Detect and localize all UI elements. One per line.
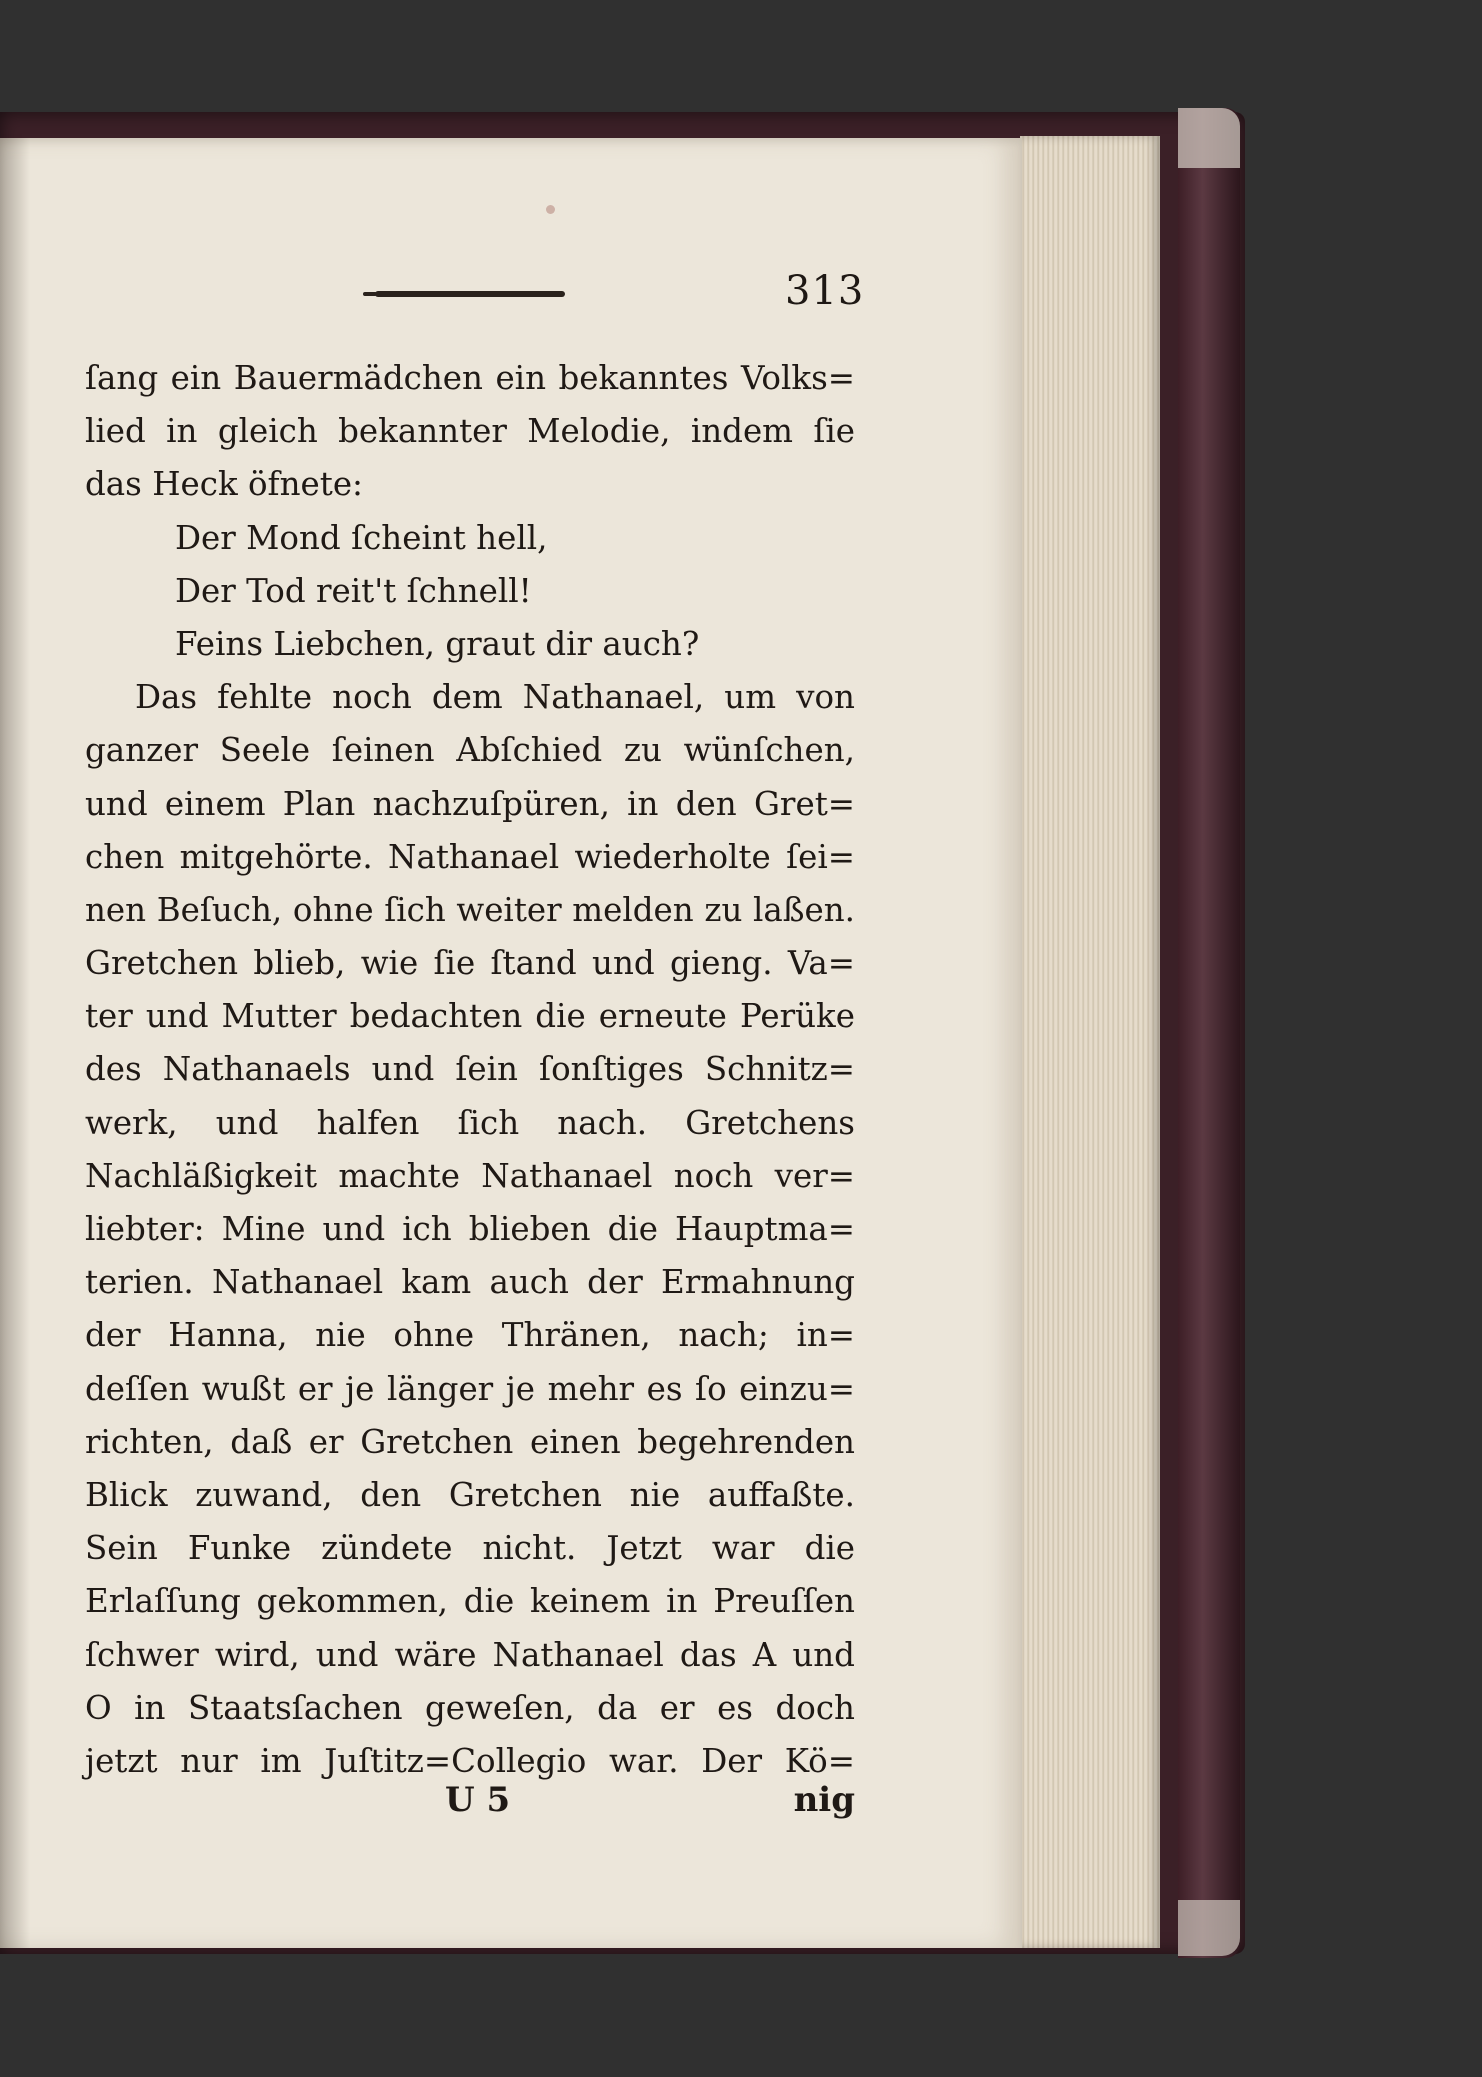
page-text	[85, 352, 855, 1788]
text-line: jetzt nur im Juſtitz=Collegio war. Der Kö=	[85, 1741, 855, 1780]
text-line: des Nathanaels und ſein ſonſtiges Schnitz=	[85, 1050, 855, 1089]
page-number: 313	[785, 268, 865, 314]
text-line: ſang ein Bauermädchen ein bekanntes Volks=	[85, 359, 855, 397]
text-line: Nachläßigkeit machte Nathanael noch ver=	[85, 1156, 855, 1195]
verse-line: Der Mond ſcheint hell,	[175, 518, 548, 557]
verse-line: Der Tod reit't ſchnell!	[175, 571, 532, 610]
text-line: ter und Mutter bedachten die erneute Perüke	[85, 997, 855, 1036]
text-line: deſſen wußt er je länger je mehr es ſo einzu=	[85, 1369, 855, 1408]
text-line: Erlaſſung gekommen, die keinem in Preuſſen	[85, 1582, 855, 1621]
cover-corner-top	[1178, 108, 1240, 168]
page-stack	[1020, 136, 1160, 1948]
text-line: Sein Funke zündete nicht. Jetzt war die	[85, 1529, 855, 1568]
text-line: terien. Nathanael kam auch der Ermahnung	[85, 1263, 855, 1302]
text-line: Blick zuwand, den Gretchen nie auffaßte.	[85, 1475, 855, 1514]
cover-corner-bottom	[1178, 1900, 1240, 1956]
text-line: der Hanna, nie ohne Thränen, nach; in=	[85, 1316, 855, 1355]
text-line: chen mitgehörte. Nathanael wiederholte ſei=	[85, 837, 855, 876]
text-line: und einem Plan nachzuſpüren, in den Gret=	[85, 784, 855, 823]
verse-line: Feins Liebchen, graut dir auch?	[175, 624, 700, 663]
book-cover-edge	[1178, 108, 1240, 1958]
gutter-shadow	[0, 138, 30, 1948]
text-line: ganzer Seele ſeinen Abſchied zu wünſchen,	[85, 731, 855, 770]
text-line: liebter: Mine und ich blieben die Hauptma=	[85, 1210, 855, 1248]
text-line: Gretchen blieb, wie ſie ſtand und gieng. Va=	[85, 944, 855, 983]
text-line: O in Staatsſachen geweſen, da er es doch	[85, 1688, 855, 1727]
text-line: ſchwer wird, und wäre Nathanael das A und	[85, 1635, 855, 1674]
text-line: werk, und halfen ſich nach. Gretchens	[85, 1103, 855, 1142]
text-line: nen Beſuch, ohne ſich weiter melden zu laßen.	[85, 890, 855, 929]
catchword: nig	[793, 1780, 855, 1820]
ink-smudge	[546, 205, 555, 214]
text-line: richten, daß er Gretchen einen begehrenden	[85, 1422, 855, 1461]
signature-mark: U 5	[445, 1780, 511, 1820]
text-line: Das fehlte noch dem Nathanael, um von	[135, 678, 855, 717]
header-rule	[375, 291, 565, 297]
text-line: lied in gleich bekannter Melodie, indem ſie	[85, 412, 855, 451]
text-line: das Heck öfnete:	[85, 465, 363, 504]
